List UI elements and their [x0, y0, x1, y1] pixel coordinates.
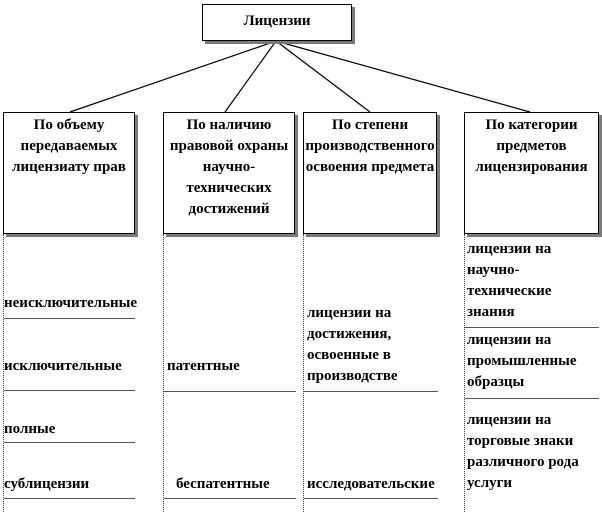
- separator: [465, 398, 599, 399]
- connector-2: [225, 41, 276, 112]
- separator: [164, 391, 296, 392]
- category-label: По категории предметов лицензирования: [475, 117, 588, 175]
- list-item: неисключительные: [4, 295, 138, 311]
- column-3-guide: [303, 234, 304, 512]
- list-item: исследовательские: [307, 476, 435, 492]
- list-item: лицензии на промышленные образцы: [467, 332, 577, 390]
- list-item: сублицензии: [4, 476, 90, 492]
- separator: [164, 498, 296, 499]
- separator: [4, 318, 135, 319]
- column-2-guide: [163, 234, 164, 512]
- list-item: исключительные: [4, 358, 122, 374]
- category-label: По объему передаваемых лицензиату прав: [12, 117, 126, 175]
- root-node: [202, 4, 352, 41]
- separator: [4, 442, 135, 443]
- category-volume: [3, 112, 135, 234]
- connector-4: [276, 41, 530, 112]
- category-legal-protection: [163, 112, 295, 234]
- category-subject: [464, 112, 599, 234]
- list-item: патентные: [167, 358, 240, 374]
- column-4-guide: [464, 234, 465, 512]
- category-production-stage: [303, 112, 437, 234]
- root-label: Лицензии: [243, 13, 311, 29]
- separator: [304, 391, 438, 392]
- category-label: По наличию правовой охраны научно-технических достижений: [169, 117, 289, 217]
- separator: [4, 390, 135, 391]
- list-item: лицензии на торговые знаки различного рода услуги: [467, 412, 579, 491]
- list-item: полные: [4, 421, 56, 437]
- list-item: лицензии на достижения, освоенные в производстве: [307, 305, 398, 384]
- separator: [4, 498, 135, 499]
- connector-3: [276, 41, 370, 112]
- list-item: лицензии на научно-технические знания: [467, 241, 552, 320]
- list-item: беспатентные: [176, 476, 270, 492]
- separator: [465, 327, 599, 328]
- separator: [304, 498, 438, 499]
- connector-1: [70, 41, 276, 112]
- category-label: По степени производственного освоения предмета: [305, 117, 435, 175]
